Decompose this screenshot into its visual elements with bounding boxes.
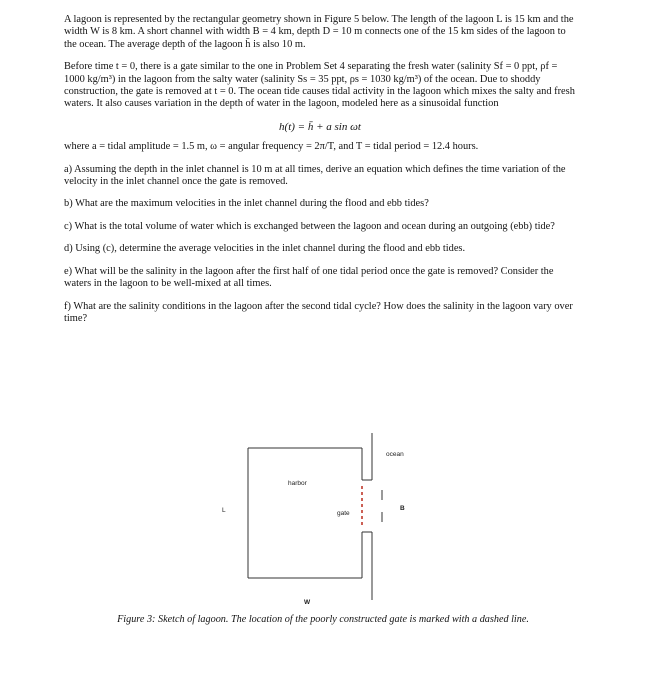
question-f: f) What are the salinity conditions in the lagoon after the second tidal cycle? How does the salinity in the lagoon vary over time?	[64, 300, 573, 324]
harbor-label: harbor	[288, 480, 307, 487]
length-label: L	[222, 507, 226, 514]
lagoon-sketch	[200, 428, 430, 608]
width-label: W	[304, 599, 311, 606]
problem-text	[64, 14, 576, 335]
depth-equation: h(t) = h̄ + a sin ωt	[279, 120, 361, 133]
question-e: e) What will be the salinity in the lagoon after the first half of one tidal period once the gate is removed? Consider the waters in the lagoon to be well-mixed at all times.	[64, 265, 554, 290]
channel-width-label: B	[400, 505, 405, 512]
gate-label: gate	[337, 510, 350, 517]
figure-caption: Figure 3: Sketch of lagoon. The location of the poorly constructed gate is marked with a dashed line.	[117, 614, 529, 625]
where-paragraph: where a = tidal amplitude = 1.5 m, ω = angular frequency = 2π/T, and T = tidal period = 12.4 hours.	[64, 141, 479, 153]
question-c: c) What is the total volume of water which is exchanged between the lagoon and ocean during an outgoing (ebb) tide?	[64, 220, 555, 232]
before-gate-paragraph: Before time t = 0, there is a gate similar to the one in Problem Set 4 separating the fresh water (salinity Sf = 0 ppt, ρf = 1000 kg/m³) in the lagoon from the salty water (salinity Ss = 35 ppt, ρs = 1030 kg/m³) of the ocean. Due to shoddy construction, the gate is removed at t = 0. The ocean tide causes tidal activity in the lagoon which mixes the salty and fresh waters. It also causes variation in the depth of water in the lagoon, modeled here as a sinusoidal function	[64, 61, 575, 110]
intro-paragraph: A lagoon is represented by the rectangular geometry shown in Figure 5 below. The length of the lagoon L is 15 km and the width W is 8 km. A short channel with width B = 4 km, depth D = 10 m connects one of the 15 km sides of the lagoon to the ocean. The average depth of the lagoon h̄ is also 10 m.	[64, 14, 574, 50]
lagoon-figure	[200, 428, 430, 608]
question-b: b) What are the maximum velocities in the inlet channel during the flood and ebb tides?	[64, 198, 429, 210]
question-a: a) Assuming the depth in the inlet channel is 10 m at all times, derive an equation which defines the time variation of the velocity in the inlet channel once the gate is removed.	[64, 163, 566, 188]
question-d: d) Using (c), determine the average velocities in the inlet channel during the flood and ebb tides.	[64, 243, 466, 255]
ocean-label: ocean	[386, 451, 404, 458]
